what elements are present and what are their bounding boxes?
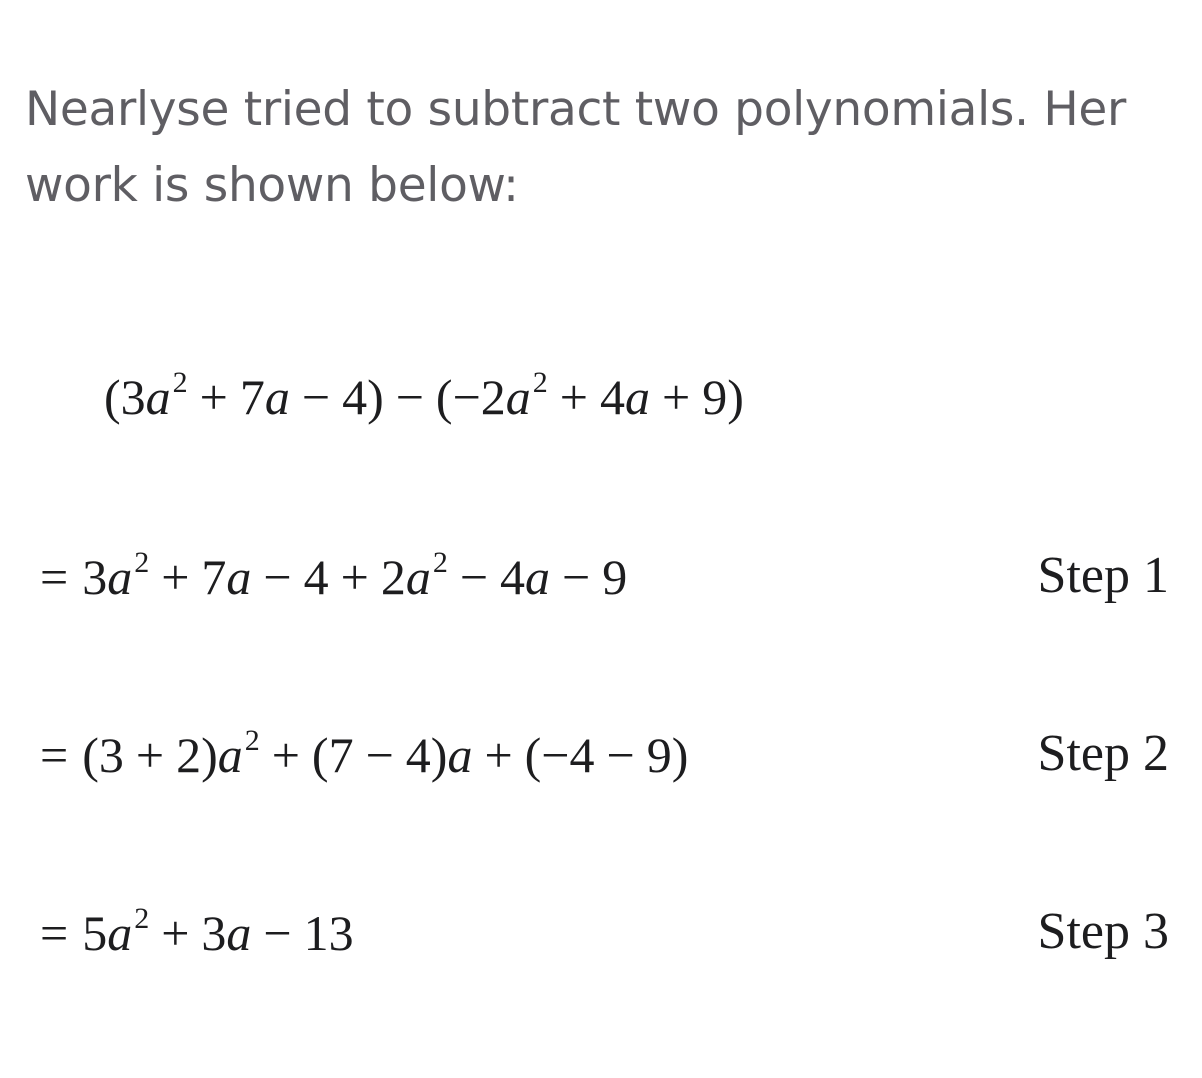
step-2-label: Step 2	[1037, 725, 1169, 782]
expression-line-original: $(3a^2 + 7a - 4) - (-2a^2 + 4a + 9)$	[104, 366, 744, 425]
expression-line-step-2: = $(3 + 2)a^2 + (7 - 4)a + (-4 - 9)$	[40, 724, 689, 783]
expression-line-step-3: = $5a^2 + 3a - 13$	[40, 902, 354, 961]
expression-line-step-1: = $3a^2 + 7a - 4 + 2a^2 - 4a - 9$	[40, 546, 628, 605]
problem-statement: Nearlyse tried to subtract two polynomials. Her work is shown below:	[25, 82, 1127, 213]
step-1-label: Step 1	[1037, 547, 1169, 604]
step-3-label: Step 3	[1037, 903, 1169, 960]
